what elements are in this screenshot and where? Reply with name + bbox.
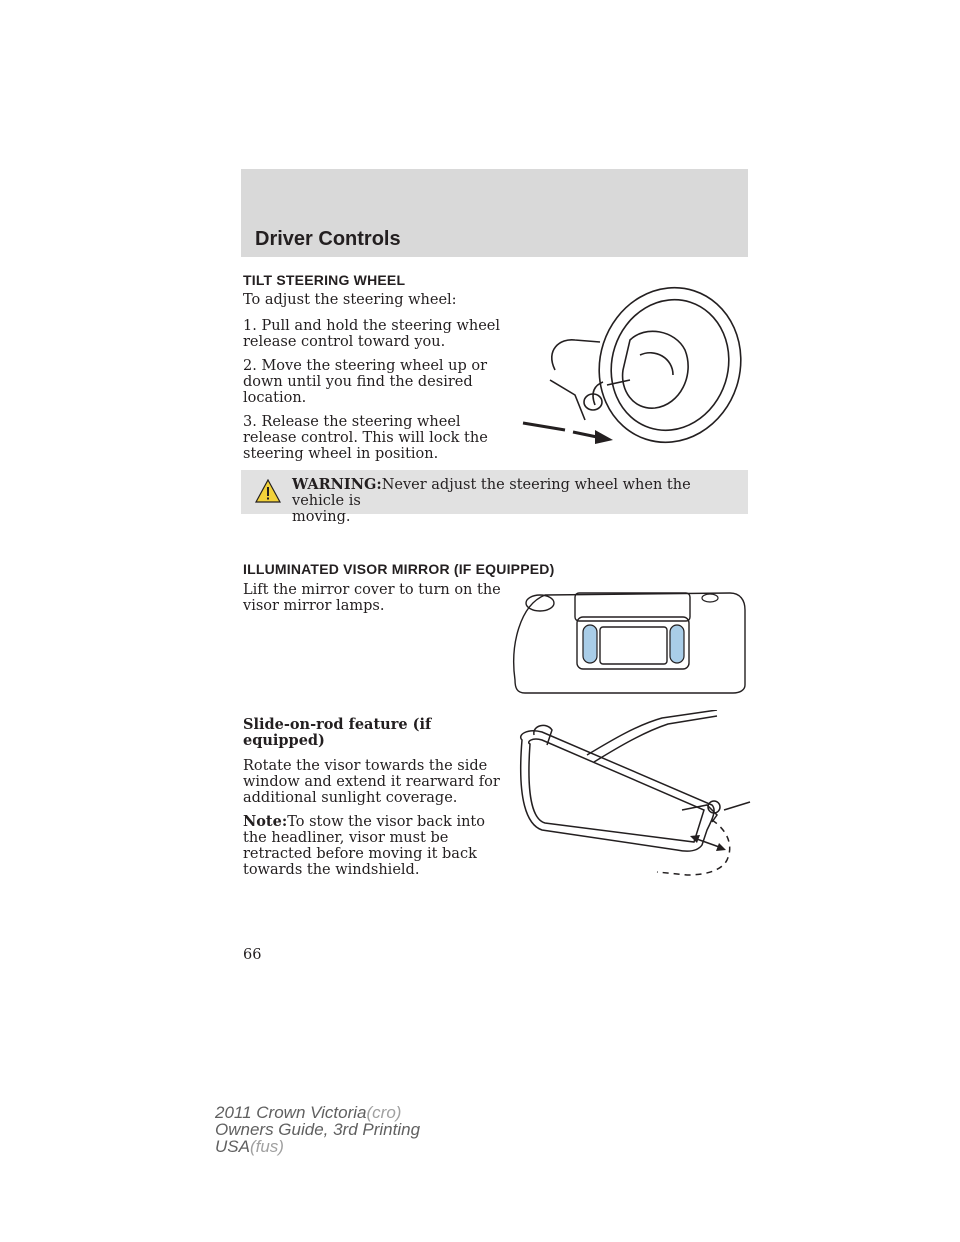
footer-model: 2011 Crown Victoria — [215, 1103, 367, 1122]
tilt-step3-line1: 3. Release the steering wheel — [243, 414, 461, 430]
warning-label: WARNING: — [292, 476, 382, 493]
footer-model-code: (cro) — [366, 1103, 402, 1122]
note-label: Note: — [243, 813, 288, 830]
slide-text-line3: additional sunlight coverage. — [243, 790, 458, 806]
tilt-intro: To adjust the steering wheel: — [243, 292, 457, 308]
slide-text-line1: Rotate the visor towards the side — [243, 758, 488, 774]
footer-market: USA — [215, 1137, 250, 1156]
warning-triangle-icon — [255, 479, 281, 503]
tilt-step1-line1: 1. Pull and hold the steering wheel — [243, 318, 501, 334]
footer — [215, 1104, 420, 1155]
footer-market-code: (fus) — [249, 1137, 284, 1156]
slide-note-line3: retracted before moving it back — [243, 846, 477, 862]
section-title: Driver Controls — [255, 228, 401, 250]
visor-mirror-heading: ILLUMINATED VISOR MIRROR (IF EQUIPPED) — [243, 561, 555, 577]
tilt-step2-line3: location. — [243, 390, 307, 406]
slide-text-line2: window and extend it rearward for — [243, 774, 500, 790]
tilt-step2-line1: 2. Move the steering wheel up or — [243, 358, 488, 374]
tilt-steering-heading: TILT STEERING WHEEL — [243, 272, 406, 288]
page-number: 66 — [243, 947, 262, 963]
tilt-step3-line2: release control. This will lock the — [243, 430, 488, 446]
slide-heading-line2: equipped) — [243, 732, 325, 749]
warning-text-line2: moving. — [292, 509, 351, 525]
tilt-step3-line3: steering wheel in position. — [243, 446, 439, 462]
visor-mirror-illustration — [505, 585, 750, 695]
footer-guide: Owners Guide, 3rd Printing — [215, 1120, 421, 1139]
slide-on-rod-illustration — [512, 710, 752, 880]
slide-note-line4: towards the windshield. — [243, 862, 420, 878]
slide-heading-line1: Slide-on-rod feature (if — [243, 716, 432, 733]
visor-text-line1: Lift the mirror cover to turn on the — [243, 582, 501, 598]
steering-wheel-illustration — [515, 280, 755, 460]
visor-text-line2: visor mirror lamps. — [243, 598, 385, 614]
warning-text — [292, 477, 737, 525]
note-text-line1: To stow the visor back into — [287, 814, 485, 830]
warning-text-line1: Never adjust the steering wheel when the vehicle is — [292, 477, 691, 509]
tilt-step2-line2: down until you find the desired — [243, 374, 473, 390]
slide-note-line1 — [243, 814, 485, 830]
warning-box — [241, 470, 748, 525]
slide-note-line2: the headliner, visor must be — [243, 830, 449, 846]
tilt-step1-line2: release control toward you. — [243, 334, 446, 350]
section-header — [241, 169, 748, 257]
